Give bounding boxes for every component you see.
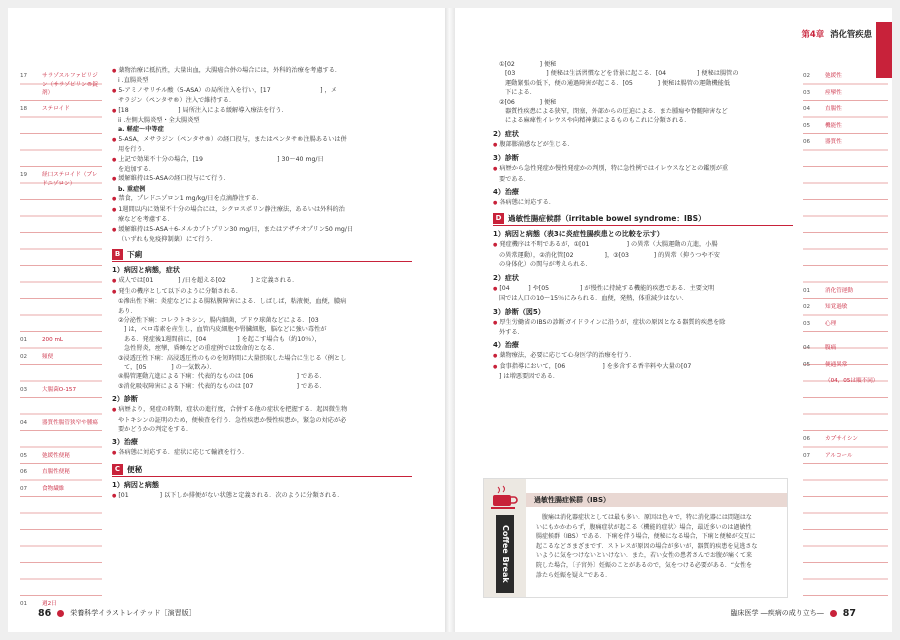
line-text: 下による． bbox=[505, 89, 536, 97]
line-text: 緩解維持は5-ASA＋6-メルカプトプリン30 mg/日，またはアザチオプリン50 mg/日 bbox=[118, 225, 354, 233]
section-c-text bbox=[112, 480, 412, 501]
margin-answer-text: 器質性 bbox=[825, 139, 842, 145]
line-text: 2）診断 bbox=[112, 395, 138, 404]
text-line bbox=[493, 372, 793, 381]
bullet-icon: ● bbox=[112, 136, 117, 143]
text-line bbox=[112, 405, 412, 415]
margin-answer-number: 02 bbox=[803, 304, 811, 310]
line-text: 成人では[01 ] /日を超える[02 ] と定義される． bbox=[118, 277, 299, 285]
right-footer-title: 臨床医学 ―疾病の成り立ち― bbox=[730, 608, 824, 617]
line-text: 禁食，プレドニゾロン1 mg/kg/日を点滴静注する． bbox=[118, 195, 263, 203]
line-text: b. 重症例 bbox=[118, 185, 146, 193]
line-text: ] は，ベロ毒素を産生し，血管内皮細胞や腎臓細胞，脳などに強い毒性が bbox=[124, 326, 327, 334]
text-line bbox=[112, 165, 412, 174]
subheading bbox=[112, 265, 412, 276]
margin-answer bbox=[803, 72, 888, 81]
margin-answer-number: 03 bbox=[803, 89, 811, 96]
margin-answer bbox=[20, 600, 102, 609]
line-text: 病歴から急性発症か慢性発症かの判別，特に急性例ではイレウスなどとの鑑別が重 bbox=[499, 165, 729, 173]
subheading bbox=[112, 437, 412, 448]
margin-answer-text: ステロイド bbox=[42, 106, 70, 112]
line-text: 急性腎炎，痙攣，昏睡などの重症例では致命的となる． bbox=[124, 345, 279, 353]
right-body bbox=[493, 60, 793, 382]
margin-answer bbox=[803, 320, 888, 329]
left-footer bbox=[38, 609, 196, 618]
margin-answer bbox=[803, 303, 888, 312]
subheading bbox=[493, 229, 793, 240]
margin-answer-text: アルコール bbox=[825, 452, 853, 459]
bullet-icon: ● bbox=[493, 200, 498, 207]
text-line bbox=[112, 307, 412, 316]
margin-answer-text: 心理 bbox=[825, 320, 837, 327]
text-line bbox=[493, 116, 793, 125]
line-text: あり． bbox=[118, 307, 137, 315]
text-line bbox=[112, 106, 412, 116]
text-line bbox=[112, 335, 412, 344]
text-line bbox=[112, 287, 412, 297]
text-line bbox=[112, 425, 412, 434]
margin-answer-text: 経口ステロイド（プレドニゾロン） bbox=[42, 172, 98, 187]
subheading bbox=[493, 153, 793, 164]
margin-answer-number: 18 bbox=[20, 106, 28, 112]
left-footer-title: 栄養科学イラストレイテッド［演習版］ bbox=[70, 608, 196, 617]
text-line bbox=[493, 294, 793, 303]
margin-answer-text: 器質性腸管狭窄や腫瘍 bbox=[42, 419, 98, 426]
text-line bbox=[112, 491, 412, 501]
bullet-icon: ● bbox=[493, 363, 498, 370]
margin-answer bbox=[20, 452, 102, 461]
margin-answer-text: 痙攣性 bbox=[825, 89, 842, 96]
right-footer bbox=[731, 609, 856, 618]
line-text: [18 ] 局所注入による緩解導入療法を行う． bbox=[118, 106, 288, 114]
margin-answer-number: 04 bbox=[803, 345, 811, 352]
line-text: i .直腸炎型 bbox=[118, 77, 149, 85]
margin-answer-number: 01 bbox=[20, 601, 28, 607]
line-text: 薬物療法，必要に応じて心身医学的治療を行う． bbox=[499, 352, 636, 360]
text-line bbox=[493, 284, 793, 294]
line-text: ②分泌性下痢：コレラトキシン，腸内細菌，ブドウ球菌などによる．[03 bbox=[118, 316, 319, 324]
chapter-number: 第4章 bbox=[801, 29, 825, 39]
text-line bbox=[493, 198, 793, 208]
margin-answer-text: 知覚過敏 bbox=[825, 304, 848, 310]
text-line bbox=[112, 116, 412, 125]
bullet-icon: ● bbox=[112, 196, 117, 203]
text-line bbox=[112, 215, 412, 224]
bullet-icon: ● bbox=[493, 353, 498, 360]
coffee-break-line: 起こるなどさまざまです．ストレスが原因の場合が多いが，器質的疾患を見逃さな bbox=[536, 542, 758, 550]
text-line bbox=[493, 79, 793, 88]
text-line bbox=[493, 240, 793, 250]
bullet-icon: ● bbox=[493, 166, 498, 173]
margin-answer-number: 01 bbox=[803, 287, 811, 294]
margin-answer-number: 03 bbox=[803, 320, 811, 327]
margin-answer-text: 直腸性便秘 bbox=[42, 469, 70, 475]
text-line bbox=[112, 297, 412, 306]
left-page bbox=[8, 8, 445, 632]
text-line bbox=[493, 60, 793, 69]
text-line bbox=[493, 140, 793, 150]
text-line bbox=[112, 225, 412, 235]
line-text: [04 ] や[05 ] が慢性に持続する機能的疾患である．主要文明 bbox=[499, 284, 715, 292]
coffee-break-body bbox=[536, 513, 781, 580]
line-text: ] は増悪要因である． bbox=[499, 373, 560, 381]
line-text: ii .左側大腸炎型・全大腸炎型 bbox=[118, 117, 200, 125]
text-line bbox=[493, 164, 793, 174]
line-text: の異常運動），②消化管[02 ]，③[03 ] 的異常（抑うつや不安 bbox=[499, 251, 720, 259]
line-text: 1）病因と病態 bbox=[112, 480, 159, 489]
margin-answer-number: 06 bbox=[20, 469, 28, 475]
section-d-tag: D bbox=[493, 213, 504, 224]
margin-answer-text: 消化管運動 bbox=[825, 287, 853, 294]
section-c-title: 便秘 bbox=[127, 464, 143, 474]
margin-answer-number: 07 bbox=[803, 452, 811, 459]
margin-answer-text: （04，05は順不同） bbox=[825, 378, 879, 385]
line-text: 運動緊張の低下，便の通過障害が起こる．[05 ] 便秘は腸管の運動機能低 bbox=[505, 79, 731, 87]
left-main-text bbox=[112, 66, 412, 244]
line-text: 腹部膨満感などが生じる． bbox=[499, 140, 574, 148]
line-text: a. 軽症〜中等症 bbox=[118, 126, 164, 134]
margin-answer-text: 200 mL bbox=[42, 337, 64, 343]
line-text: やトキシンの証明のため，便検査を行う．急性疾患か慢性疾患か，緊急の対応が必 bbox=[118, 416, 347, 424]
line-text: ②[06 ] 便秘 bbox=[499, 98, 557, 106]
margin-answer bbox=[20, 105, 102, 114]
text-line bbox=[112, 145, 412, 154]
line-text: 器質性疾患による狭窄，閉塞，外部からの圧迫による．また腫瘍や脊髄障害など bbox=[505, 108, 728, 116]
subheading bbox=[493, 273, 793, 284]
text-line bbox=[493, 328, 793, 337]
text-line bbox=[112, 372, 412, 381]
coffee-break-title: 過敏性腸症候群（IBS） bbox=[526, 493, 787, 507]
line-text: 外する． bbox=[499, 328, 524, 336]
coffee-break-line: いにもかかわらず，腹痛症状が起こる〈機能的症状〉場合，最近多いのは過敏性 bbox=[536, 523, 752, 531]
margin-answer bbox=[20, 468, 102, 477]
text-line bbox=[112, 155, 412, 165]
margin-answer bbox=[803, 122, 888, 131]
line-text: 病歴より，発症の時期，症状の進行度，合併する他の症状を把握する．起因微生物 bbox=[118, 406, 348, 414]
margin-answer-text: 頻便 bbox=[42, 353, 54, 360]
text-line bbox=[112, 448, 412, 458]
text-line bbox=[493, 175, 793, 184]
margin-answer-number: 04 bbox=[803, 106, 811, 112]
bullet-icon: ● bbox=[112, 107, 117, 114]
line-text: 厚生労働省のIBSの診断ガイドラインに沿うが，症状の原因となる器質的疾患を除 bbox=[499, 318, 726, 326]
text-line bbox=[493, 107, 793, 116]
text-line bbox=[112, 194, 412, 204]
margin-answer-text: 直腸性 bbox=[825, 106, 842, 112]
margin-answer-number bbox=[803, 377, 821, 386]
bullet-icon: ● bbox=[493, 242, 498, 249]
bullet-icon: ● bbox=[112, 68, 117, 74]
text-line bbox=[112, 205, 412, 215]
coffee-break-line: いように気をつけないといけない．また，若い女性の患者さんでお腹が痛くて来 bbox=[536, 552, 753, 560]
bullet-icon: ● bbox=[493, 319, 498, 326]
margin-answer bbox=[803, 377, 888, 386]
bullet-icon: ● bbox=[493, 141, 498, 148]
text-line bbox=[112, 135, 412, 145]
text-line bbox=[112, 76, 412, 85]
text-line bbox=[493, 88, 793, 97]
margin-answer-number: 19 bbox=[20, 172, 28, 178]
text-line bbox=[112, 125, 412, 134]
footer-dot-icon bbox=[57, 610, 64, 617]
text-line bbox=[112, 316, 412, 325]
margin-answer bbox=[803, 435, 888, 444]
line-text: 用を行う． bbox=[118, 146, 149, 154]
text-line bbox=[493, 351, 793, 361]
margin-answer bbox=[803, 105, 888, 114]
line-text: [03 ] 便秘は生活習慣などを背景に起こる．[04 ] 便秘は腸管の bbox=[505, 70, 739, 78]
line-text: を追加する． bbox=[118, 166, 156, 174]
right-page bbox=[455, 8, 892, 632]
coffee-break-box bbox=[483, 478, 788, 598]
margin-answer bbox=[20, 171, 102, 188]
text-line bbox=[112, 354, 412, 363]
margin-answer bbox=[20, 386, 102, 395]
margin-answer bbox=[20, 485, 102, 494]
text-line bbox=[112, 96, 412, 105]
line-text: 薬物治療に抵抗性，大量出血，大腸癌合併の場合には，外科的治療を考慮する． bbox=[118, 67, 342, 74]
line-text: ①滲出性下痢：炎症などによる腸粘膜障害による．しばしば，粘液便，血便，膿病 bbox=[118, 298, 347, 306]
line-text: による麻痺性イレウスや向精神薬によるものもこれに分類される． bbox=[505, 117, 691, 125]
line-text: 上記で効果不十分の場合，[19 ] 30〜40 mg/日 bbox=[118, 155, 324, 163]
text-line bbox=[112, 66, 412, 76]
coffee-cup-icon bbox=[490, 485, 520, 511]
line-text: [01 ] 以下しか排便がない状態と定義される．次のように分類される． bbox=[118, 491, 344, 499]
margin-answer-text: 弛緩性 bbox=[825, 73, 842, 79]
text-line bbox=[493, 98, 793, 107]
section-b-title: 下痢 bbox=[127, 250, 143, 260]
text-line bbox=[112, 344, 412, 353]
text-line bbox=[493, 69, 793, 78]
bullet-icon: ● bbox=[112, 278, 117, 285]
line-text: 食事指導において，[06 ] を多含する香辛料や大量の[07 bbox=[499, 362, 692, 370]
margin-answer-number: 05 bbox=[803, 361, 811, 368]
text-line bbox=[112, 325, 412, 334]
line-text: 緩解維持は5-ASAの経口投与にて行う． bbox=[118, 175, 230, 183]
subheading bbox=[493, 340, 793, 351]
margin-answer-number: 07 bbox=[20, 485, 28, 492]
section-b-text bbox=[112, 265, 412, 459]
section-c-tag: C bbox=[112, 464, 123, 475]
margin-answer-text: カプサイシン bbox=[825, 436, 859, 442]
margin-answer bbox=[803, 344, 888, 353]
book-spine bbox=[445, 8, 455, 632]
chapter-header bbox=[802, 30, 872, 39]
margin-answer bbox=[803, 452, 888, 461]
coffee-break-line: 院した場合，〔子宮外〕妊娠のことがあるので，気をつける必要がある．“女性を bbox=[536, 561, 752, 569]
line-text: て，[05 ] の一気飲み）． bbox=[124, 363, 216, 371]
bullet-icon: ● bbox=[112, 407, 117, 414]
line-text: 各病態に対応する． bbox=[499, 199, 556, 207]
line-text: 5-ASA，メサラジン（ペンタサ®）の経口投与，またはペンタサ®注腸あるいは併 bbox=[118, 135, 347, 143]
margin-answer-number: 06 bbox=[803, 139, 811, 145]
bullet-icon: ● bbox=[112, 492, 117, 499]
margin-answer-text: 週2日 bbox=[42, 601, 57, 607]
margin-answer-number: 06 bbox=[803, 436, 811, 442]
footer-dot-icon bbox=[830, 610, 837, 617]
line-text: 1）病因と病態，症状 bbox=[112, 266, 180, 275]
margin-answer-text: 弛緩性便秘 bbox=[42, 452, 70, 459]
section-c-heading bbox=[112, 463, 412, 477]
text-line bbox=[112, 382, 412, 391]
subheading bbox=[493, 187, 793, 198]
margin-answer-number: 02 bbox=[20, 353, 28, 360]
margin-answer-number: 03 bbox=[20, 386, 28, 393]
margin-answer-text: サラゾスルファピリジン（サラゾピリン®錠剤） bbox=[42, 73, 98, 96]
margin-answer bbox=[20, 419, 102, 428]
line-text: 2）症状 bbox=[493, 273, 519, 282]
line-text: 要かどうかの判定をする． bbox=[118, 426, 193, 433]
line-text: 4）治療 bbox=[493, 341, 519, 350]
margin-answer bbox=[803, 138, 888, 147]
line-text: 発生の機序として以下のように分類される． bbox=[118, 287, 243, 295]
right-page-number: 87 bbox=[842, 607, 856, 619]
margin-answer-text: 便通異常 bbox=[825, 361, 848, 368]
line-text: 3）診断 bbox=[493, 154, 519, 163]
line-text: 5-アミノサリチル酸（5-ASA）の局所注入を行い，[17 ] ，メ bbox=[118, 86, 337, 94]
text-line bbox=[112, 235, 412, 244]
margin-answer bbox=[803, 89, 888, 98]
line-text: ⑤消化吸収障害による下痢：代表的なものは [07 ] である． bbox=[118, 382, 326, 390]
section-d-title: 過敏性腸症候群（irritable bowel syndrome：IBS） bbox=[508, 214, 706, 224]
text-line bbox=[493, 251, 793, 260]
margin-answer bbox=[20, 353, 102, 362]
line-text: 1週間以内に効果不十分の場合には，シクロスポリン静注療法，あるいは外科的治 bbox=[118, 205, 345, 213]
bullet-icon: ● bbox=[112, 450, 117, 457]
margin-answer bbox=[803, 287, 888, 296]
text-line bbox=[112, 416, 412, 425]
line-text: 3）治療 bbox=[112, 438, 138, 447]
margin-answer-number: 05 bbox=[20, 452, 28, 459]
margin-answer-number: 01 bbox=[20, 337, 28, 343]
coffee-break-line: 診たら妊娠を疑え”である． bbox=[536, 571, 612, 579]
right-main-text bbox=[493, 60, 793, 208]
margin-answer-text: 腹痛 bbox=[825, 345, 837, 352]
subheading bbox=[112, 394, 412, 405]
bullet-icon: ● bbox=[112, 288, 117, 295]
margin-answer-text: 食物繊維 bbox=[42, 485, 65, 492]
margin-answer bbox=[20, 72, 102, 98]
margin-answer-number: 04 bbox=[20, 419, 28, 426]
margin-answer-number: 17 bbox=[20, 73, 28, 79]
section-d-text bbox=[493, 229, 793, 381]
line-text: ④腸管運動亢進による下痢：代表的なものは [06 ] である． bbox=[118, 373, 326, 381]
margin-answer-text: 機能性 bbox=[825, 122, 842, 129]
line-text: ①[02 ] 便秘 bbox=[499, 61, 557, 68]
line-text: 4）治療 bbox=[493, 188, 519, 197]
line-text: （いずれも免疫抑制薬）にて行う． bbox=[118, 235, 217, 243]
text-line bbox=[493, 362, 793, 372]
text-line bbox=[493, 318, 793, 328]
line-text: 2）症状 bbox=[493, 129, 519, 138]
subheading bbox=[493, 129, 793, 140]
line-text: の身体化）の関与が考えられる． bbox=[499, 261, 592, 269]
text-line bbox=[112, 363, 412, 372]
line-text: 療などを考慮する． bbox=[118, 216, 174, 224]
bullet-icon: ● bbox=[493, 285, 498, 292]
line-text: 1）病因と病態（表3に炎症性腸疾患との比較を示す） bbox=[493, 230, 664, 239]
margin-answer-text: 大腸菌O-157 bbox=[42, 386, 77, 393]
margin-answer-number: 05 bbox=[803, 122, 811, 129]
section-d-heading bbox=[493, 212, 793, 226]
left-body bbox=[112, 66, 412, 501]
left-margin-notes bbox=[20, 68, 102, 607]
line-text: サラジン（ペンタサ®）注入で維持する． bbox=[118, 97, 236, 105]
section-b-tag: B bbox=[112, 249, 123, 260]
line-text: 3）診断（図5） bbox=[493, 307, 545, 316]
text-line bbox=[112, 86, 412, 96]
margin-answer bbox=[803, 361, 888, 370]
coffee-break-line: 腸症候群（IBS）である．下痢を伴う場合，便秘になる場合，下痢と便秘が交互に bbox=[536, 533, 756, 541]
line-text: ある．発症後1週間前に，[04 ] を起こす場合も（約10％）， bbox=[124, 335, 321, 343]
margin-answer bbox=[20, 336, 102, 345]
line-text: 国では人口の10〜15％にみられる．血便，発熱，体重減少はない． bbox=[499, 295, 688, 303]
subheading bbox=[493, 307, 793, 318]
chapter-title: 消化管疾患 bbox=[830, 29, 872, 39]
text-line bbox=[493, 260, 793, 269]
line-text: 要である． bbox=[499, 175, 530, 183]
bullet-icon: ● bbox=[112, 226, 117, 233]
text-line bbox=[112, 185, 412, 194]
bullet-icon: ● bbox=[112, 176, 117, 183]
subheading bbox=[112, 480, 412, 491]
text-line bbox=[112, 174, 412, 184]
section-b-heading bbox=[112, 248, 412, 262]
line-text: 発症機序は不明であるが，①[01 ] の異常（大腸運動の亢進，小腸 bbox=[499, 241, 718, 249]
bullet-icon: ● bbox=[112, 156, 117, 163]
text-line bbox=[112, 276, 412, 286]
bullet-icon: ● bbox=[112, 87, 117, 94]
right-margin-notes bbox=[803, 68, 888, 596]
line-text: 各病態に対応する．症状に応じて輸液を行う． bbox=[118, 449, 249, 457]
bullet-icon: ● bbox=[112, 206, 117, 213]
line-text: ③浸透圧性下痢：高浸透圧性のものを短時間に大量摂取した場合に生じる（例とし bbox=[118, 354, 347, 362]
margin-answer-number: 02 bbox=[803, 73, 811, 79]
coffee-break-label: Coffee Break bbox=[496, 515, 514, 593]
left-page-number: 86 bbox=[38, 607, 52, 619]
coffee-break-line: 腹痛は消化器症状としては最も多い．原因は色々で，特に消化器には問題はな bbox=[536, 514, 752, 521]
